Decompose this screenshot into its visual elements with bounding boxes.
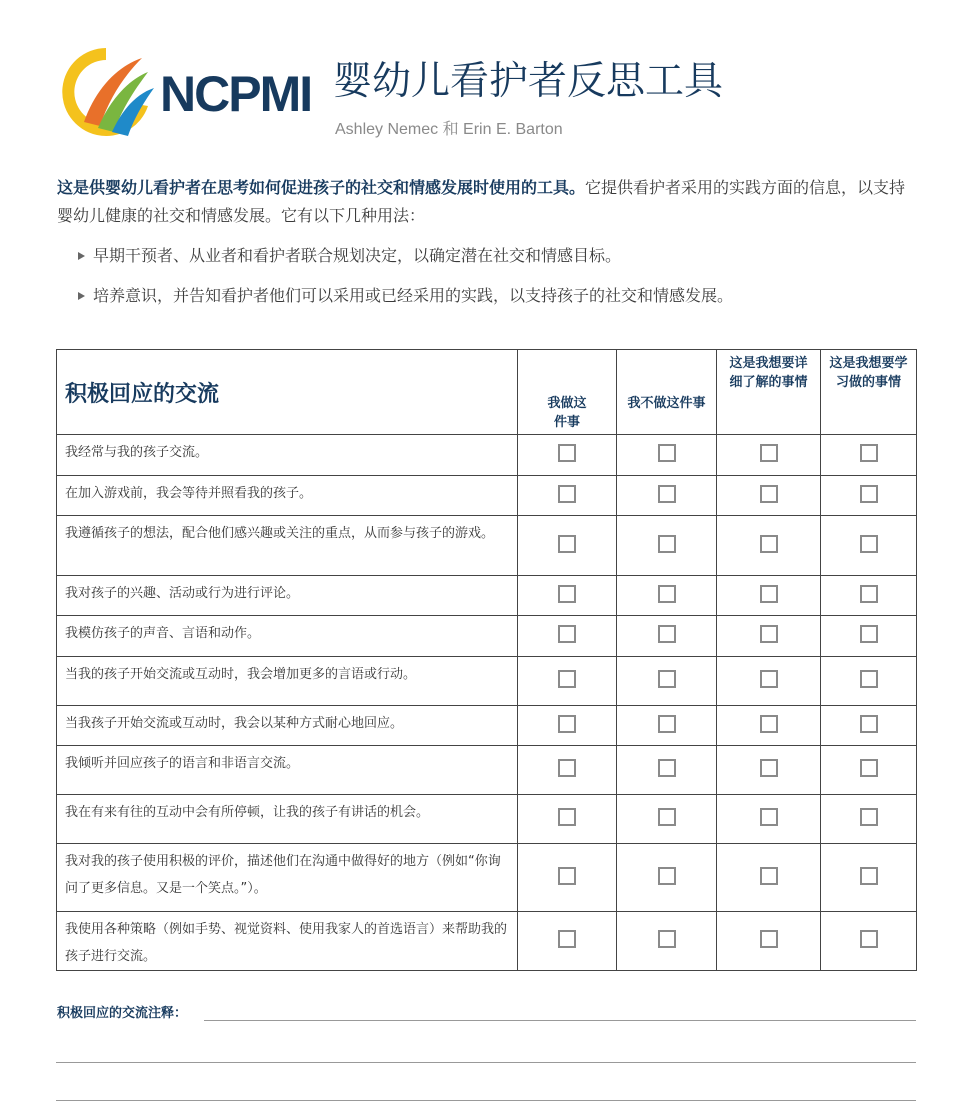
- checkbox-learn-to-do[interactable]: [860, 485, 878, 503]
- usage-item: [78, 243, 918, 283]
- usage-item-text: 培养意识，并告知看护者他们可以采用或已经采用的实践，以支持孩子的社交和情感发展。: [93, 286, 734, 305]
- table-row: [57, 435, 917, 476]
- checkbox-i-dont[interactable]: [658, 625, 676, 643]
- checkbox-i-do[interactable]: [558, 930, 576, 948]
- column-header-i-do: 我做这件事: [518, 350, 617, 435]
- checkbox-i-do[interactable]: [558, 535, 576, 553]
- checkbox-learn-more[interactable]: [760, 715, 778, 733]
- checkbox-i-do[interactable]: [558, 670, 576, 688]
- checkbox-i-dont[interactable]: [658, 930, 676, 948]
- intro-bold-text: 这是供婴幼儿看护者在思考如何促进孩子的社交和情感发展时使用的工具。: [57, 178, 586, 197]
- statement: 我在有来有往的互动中会有所停顿，让我的孩子有讲话的机会。: [57, 795, 518, 844]
- checkbox-learn-to-do[interactable]: [860, 867, 878, 885]
- notes-line[interactable]: [204, 1020, 916, 1021]
- checkbox-i-do[interactable]: [558, 625, 576, 643]
- statement: 我遵循孩子的想法，配合他们感兴趣或关注的重点，从而参与孩子的游戏。: [57, 516, 518, 576]
- checkbox-i-dont[interactable]: [658, 535, 676, 553]
- checkbox-learn-more[interactable]: [760, 625, 778, 643]
- notes-line[interactable]: [56, 1100, 916, 1101]
- checkbox-learn-more[interactable]: [760, 930, 778, 948]
- table-row: [57, 657, 917, 706]
- statement: 我倾听并回应孩子的语言和非语言交流。: [57, 746, 518, 795]
- statement: 当我的孩子开始交流或互动时，我会增加更多的言语或行动。: [57, 657, 518, 706]
- triangle-bullet-icon: [78, 292, 85, 300]
- checkbox-i-do[interactable]: [558, 485, 576, 503]
- checkbox-learn-more[interactable]: [760, 867, 778, 885]
- checkbox-i-dont[interactable]: [658, 715, 676, 733]
- checkbox-learn-more[interactable]: [760, 670, 778, 688]
- triangle-bullet-icon: [78, 252, 85, 260]
- statement: 我使用各种策略（例如手势、视觉资料、使用我家人的首选语言）来帮助我的孩子进行交流。: [57, 912, 518, 971]
- reflection-table: [56, 349, 917, 971]
- ncpmi-logo-mark: [56, 44, 156, 140]
- statement: 我对我的孩子使用积极的评价，描述他们在沟通中做得好的地方（例如“你询问了更多信息。又是一个笑点。”）。: [57, 844, 518, 912]
- checkbox-learn-to-do[interactable]: [860, 715, 878, 733]
- table-row: [57, 912, 917, 971]
- logo-wordmark: NCPMI: [160, 66, 312, 122]
- checkbox-learn-more[interactable]: [760, 808, 778, 826]
- checkbox-i-do[interactable]: [558, 759, 576, 777]
- usage-item: [78, 283, 918, 323]
- notes-line[interactable]: [56, 1062, 916, 1063]
- checkbox-learn-more[interactable]: [760, 759, 778, 777]
- intro-paragraph: [57, 174, 917, 230]
- usage-item-text: 早期干预者、从业者和看护者联合规划决定，以确定潜在社交和情感目标。: [93, 246, 622, 265]
- table-row: [57, 844, 917, 912]
- table-header-row: [57, 350, 917, 435]
- statement: 当我孩子开始交流或互动时，我会以某种方式耐心地回应。: [57, 706, 518, 746]
- checkbox-i-dont[interactable]: [658, 670, 676, 688]
- table-row: [57, 795, 917, 844]
- checkbox-learn-more[interactable]: [760, 535, 778, 553]
- checkbox-i-do[interactable]: [558, 444, 576, 462]
- table-row: [57, 576, 917, 616]
- checkbox-learn-to-do[interactable]: [860, 585, 878, 603]
- table-row: [57, 476, 917, 516]
- table-row: [57, 746, 917, 795]
- checkbox-learn-more[interactable]: [760, 485, 778, 503]
- checkbox-i-do[interactable]: [558, 867, 576, 885]
- checkbox-learn-to-do[interactable]: [860, 808, 878, 826]
- page-title: 婴幼儿看护者反思工具: [333, 59, 724, 104]
- authors: Ashley Nemec 和 Erin E. Barton: [335, 121, 563, 138]
- checkbox-i-dont[interactable]: [658, 867, 676, 885]
- checkbox-learn-to-do[interactable]: [860, 625, 878, 643]
- checkbox-i-dont[interactable]: [658, 485, 676, 503]
- checkbox-i-do[interactable]: [558, 585, 576, 603]
- statement: 我经常与我的孩子交流。: [57, 435, 518, 476]
- column-header-learn-to-do: 这是我想要学习做的事情: [821, 350, 917, 435]
- checkbox-learn-to-do[interactable]: [860, 670, 878, 688]
- checkbox-learn-to-do[interactable]: [860, 444, 878, 462]
- checkbox-i-do[interactable]: [558, 715, 576, 733]
- checkbox-i-dont[interactable]: [658, 759, 676, 777]
- usage-list: [78, 243, 918, 323]
- statement: 我对孩子的兴趣、活动或行为进行评论。: [57, 576, 518, 616]
- checkbox-i-do[interactable]: [558, 808, 576, 826]
- notes-label: 积极回应的交流注释：: [57, 1006, 188, 1021]
- table-row: [57, 706, 917, 746]
- checkbox-learn-to-do[interactable]: [860, 535, 878, 553]
- table-row: [57, 616, 917, 657]
- column-header-learn-more: 这是我想要详细了解的事情: [717, 350, 821, 435]
- section-title: 积极回应的交流: [57, 350, 518, 435]
- checkbox-i-dont[interactable]: [658, 585, 676, 603]
- checkbox-learn-to-do[interactable]: [860, 759, 878, 777]
- statement: 在加入游戏前，我会等待并照看我的孩子。: [57, 476, 518, 516]
- statement: 我模仿孩子的声音、言语和动作。: [57, 616, 518, 657]
- checkbox-learn-to-do[interactable]: [860, 930, 878, 948]
- checkbox-learn-more[interactable]: [760, 444, 778, 462]
- intro-rest-text: 它提供看护者采用的实践方面的信息，以支持婴幼儿健康的社交和情感发展。它有以下几种用法：: [57, 178, 906, 225]
- column-header-i-dont: 我不做这件事: [617, 350, 717, 435]
- checkbox-learn-more[interactable]: [760, 585, 778, 603]
- checkbox-i-dont[interactable]: [658, 444, 676, 462]
- checkbox-i-dont[interactable]: [658, 808, 676, 826]
- table-row: [57, 516, 917, 576]
